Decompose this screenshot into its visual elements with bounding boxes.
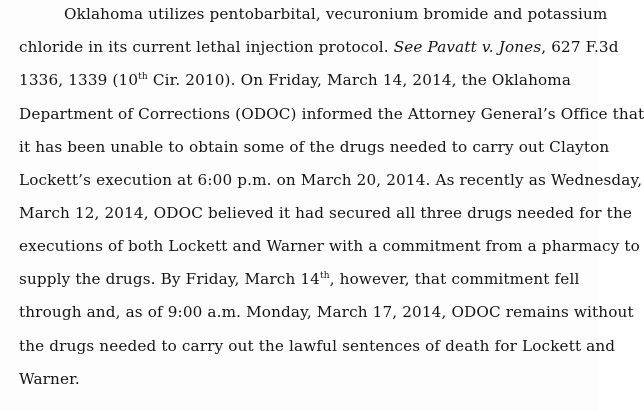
case-citation: See Pavatt v. Jones <box>393 38 542 56</box>
line-text: chloride in its current lethal injection protocol. <box>19 38 394 56</box>
paragraph-line <box>19 138 609 156</box>
line-text: Oklahoma utilizes pentobarbital, vecuronium bromide and potassium <box>64 5 608 23</box>
paragraph-line <box>64 5 608 23</box>
paragraph-line <box>19 171 642 189</box>
line-text: Warner. <box>19 370 80 388</box>
line-text: , however, that commitment fell <box>329 270 580 288</box>
paragraph-line <box>19 337 615 355</box>
line-text: through and, as of 9:00 a.m. Monday, March 17, 2014, ODOC remains without <box>19 303 634 321</box>
line-text: , 627 F.3d <box>541 38 619 56</box>
paragraph-line <box>19 237 640 255</box>
paragraph-line <box>19 270 579 288</box>
ordinal-superscript: th <box>138 72 148 82</box>
line-text: supply the drugs. By Friday, March 14 <box>19 270 320 288</box>
paragraph-line <box>19 204 632 222</box>
ordinal-superscript: th <box>320 271 330 281</box>
paragraph-line <box>19 370 80 388</box>
line-text: Department of Corrections (ODOC) informed the Attorney General’s Office that <box>19 105 644 123</box>
line-text: Lockett’s execution at 6:00 p.m. on March 20, 2014. As recently as Wednesday, <box>19 171 643 189</box>
paragraph-line <box>19 71 571 89</box>
line-text: it has been unable to obtain some of the drugs needed to carry out Clayton <box>19 138 610 156</box>
line-text: executions of both Lockett and Warner with a commitment from a pharmacy to <box>19 237 640 255</box>
line-text: March 12, 2014, ODOC believed it had secured all three drugs needed for the <box>19 204 633 222</box>
line-text: Cir. 2010). On Friday, March 14, 2014, the Oklahoma <box>147 71 572 89</box>
paragraph-line <box>19 105 644 123</box>
paragraph-line <box>19 38 619 56</box>
paragraph-line <box>19 303 634 321</box>
line-text: 1336, 1339 (10 <box>19 71 139 89</box>
line-text: the drugs needed to carry out the lawful sentences of death for Lockett and <box>19 337 616 355</box>
